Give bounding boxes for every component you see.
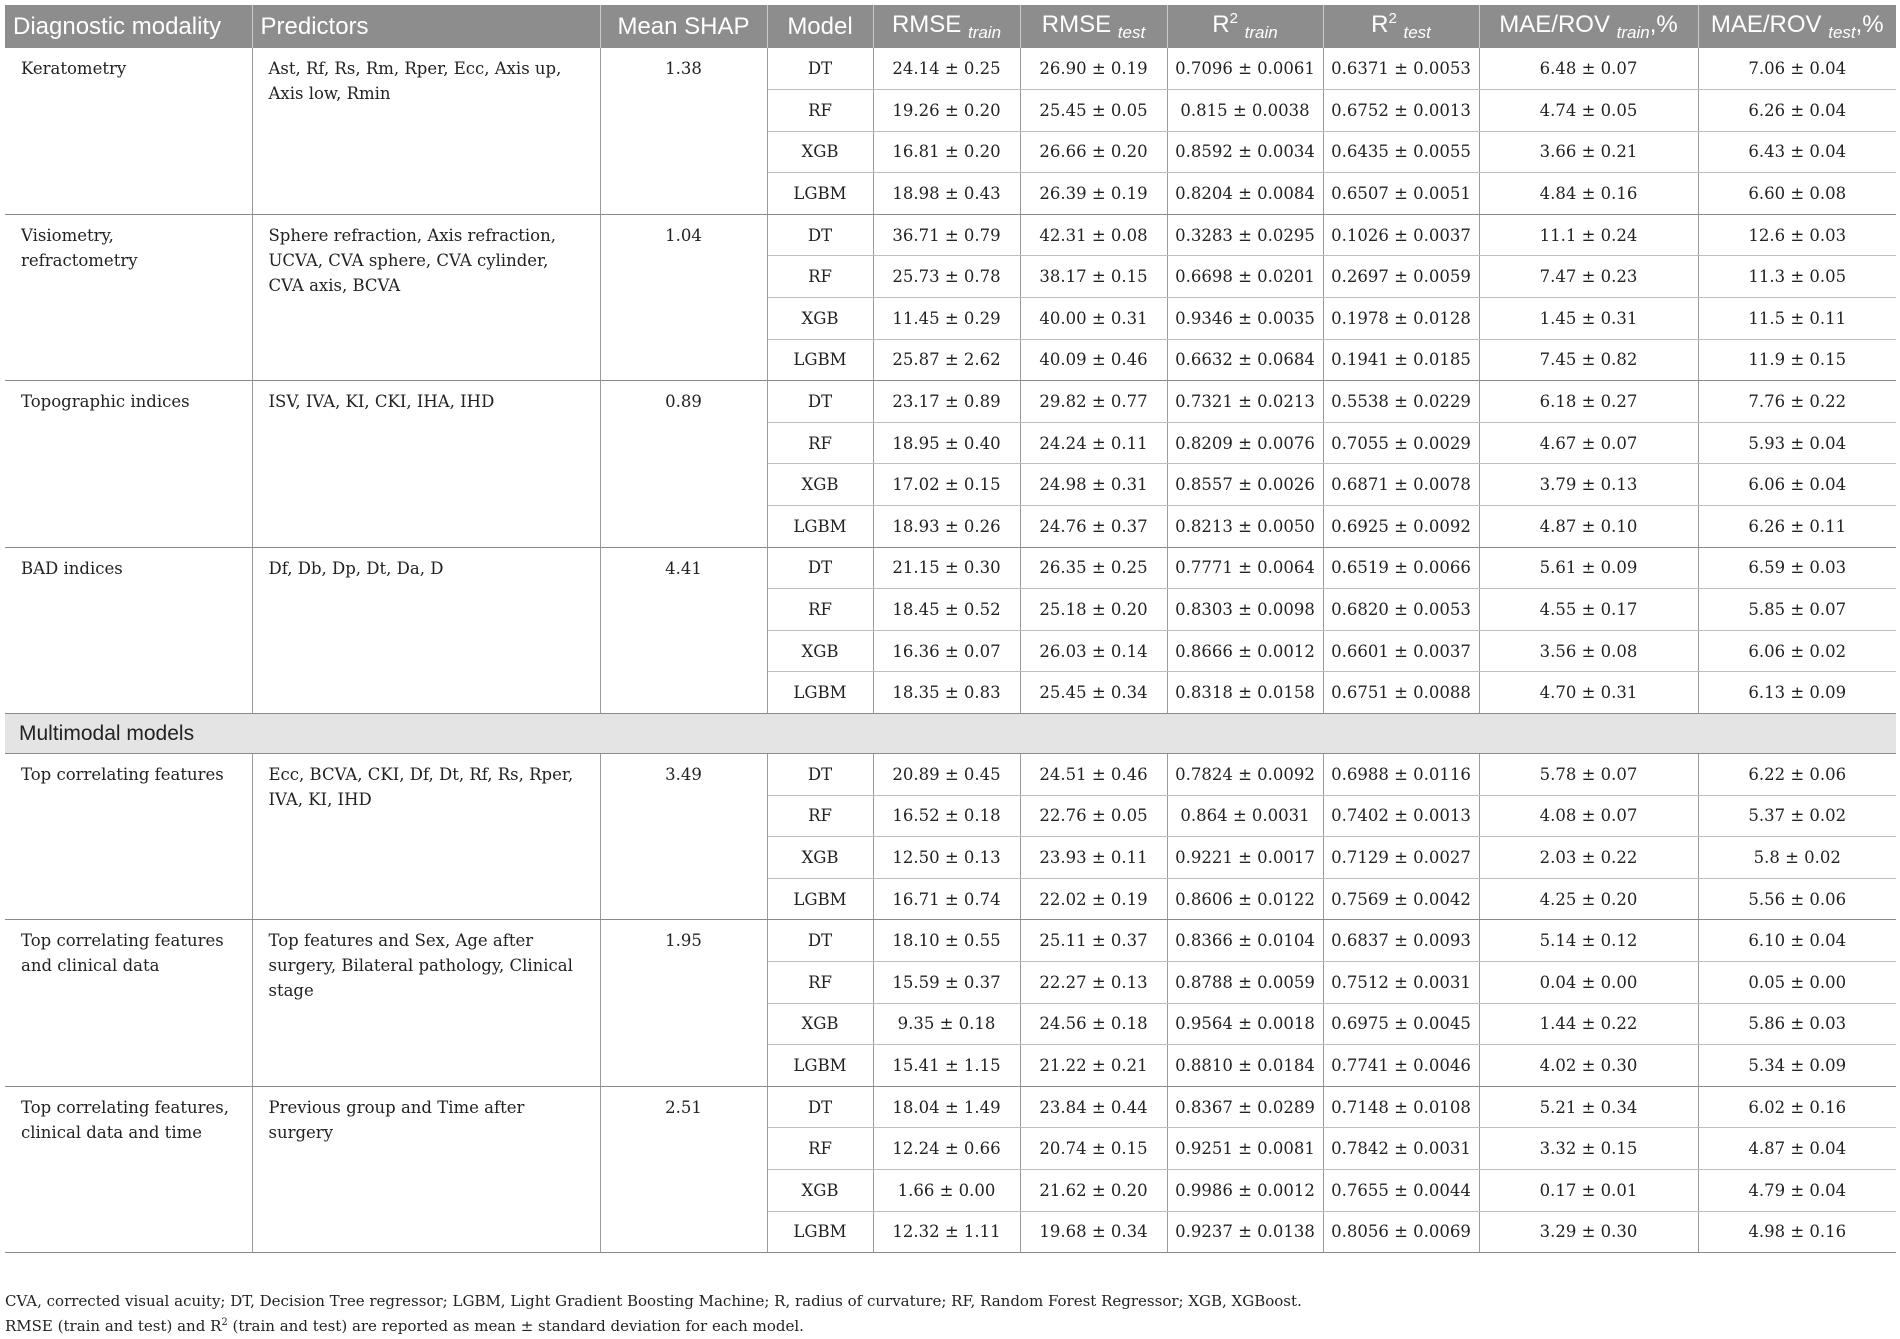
model-cell: XGB: [767, 131, 873, 173]
r2-test-cell: 0.7842 ± 0.0031: [1323, 1128, 1479, 1170]
mae-test-cell: 11.9 ± 0.15: [1698, 339, 1896, 381]
mae-train-cell: 5.78 ± 0.07: [1479, 754, 1698, 796]
rmse-test-cell: 24.24 ± 0.11: [1020, 422, 1167, 464]
model-cell: RF: [767, 961, 873, 1003]
mae-test-cell: 7.76 ± 0.22: [1698, 381, 1896, 423]
mae-train-cell: 4.08 ± 0.07: [1479, 795, 1698, 837]
r2-train-cell: 0.8367 ± 0.0289: [1167, 1086, 1323, 1128]
mae-train-cell: 3.79 ± 0.13: [1479, 464, 1698, 506]
rmse-test-cell: 26.90 ± 0.19: [1020, 48, 1167, 90]
rmse-train-cell: 18.98 ± 0.43: [873, 173, 1020, 215]
r2-train-cell: 0.8606 ± 0.0122: [1167, 878, 1323, 920]
r2-train-cell: 0.3283 ± 0.0295: [1167, 214, 1323, 256]
mae-train-cell: 6.48 ± 0.07: [1479, 48, 1698, 90]
r2-test-cell: 0.6988 ± 0.0116: [1323, 754, 1479, 796]
r2-train-cell: 0.8318 ± 0.0158: [1167, 672, 1323, 714]
mae-test-cell: 5.85 ± 0.07: [1698, 589, 1896, 631]
mae-train-cell: 3.56 ± 0.08: [1479, 630, 1698, 672]
mae-test-cell: 0.05 ± 0.00: [1698, 961, 1896, 1003]
mae-test-cell: 11.5 ± 0.11: [1698, 298, 1896, 340]
mae-train-cell: 3.32 ± 0.15: [1479, 1128, 1698, 1170]
model-cell: RF: [767, 422, 873, 464]
table-row: [5, 1086, 1896, 1128]
modality-cell: Top correlating features and clinical data: [5, 920, 252, 1086]
rmse-test-cell: 24.56 ± 0.18: [1020, 1003, 1167, 1045]
r2-test-cell: 0.7741 ± 0.0046: [1323, 1045, 1479, 1087]
rmse-test-cell: 22.27 ± 0.13: [1020, 961, 1167, 1003]
r2-test-cell: 0.6435 ± 0.0055: [1323, 131, 1479, 173]
mae-test-cell: 5.93 ± 0.04: [1698, 422, 1896, 464]
mae-test-cell: 5.56 ± 0.06: [1698, 878, 1896, 920]
mae-test-cell: 4.87 ± 0.04: [1698, 1128, 1896, 1170]
rmse-train-cell: 21.15 ± 0.30: [873, 547, 1020, 589]
rmse-train-cell: 1.66 ± 0.00: [873, 1169, 1020, 1211]
mae-test-cell: 6.60 ± 0.08: [1698, 173, 1896, 215]
r2-train-cell: 0.6632 ± 0.0684: [1167, 339, 1323, 381]
r2-train-cell: 0.9986 ± 0.0012: [1167, 1169, 1323, 1211]
rmse-train-cell: 24.14 ± 0.25: [873, 48, 1020, 90]
rmse-train-cell: 15.59 ± 0.37: [873, 961, 1020, 1003]
model-cell: LGBM: [767, 672, 873, 714]
rmse-test-cell: 21.22 ± 0.21: [1020, 1045, 1167, 1087]
model-cell: XGB: [767, 837, 873, 879]
mae-test-cell: 6.22 ± 0.06: [1698, 754, 1896, 796]
r2-test-cell: 0.7055 ± 0.0029: [1323, 422, 1479, 464]
col-header-model: Model: [767, 5, 873, 48]
rmse-train-cell: 18.45 ± 0.52: [873, 589, 1020, 631]
modality-cell: BAD indices: [5, 547, 252, 713]
model-cell: LGBM: [767, 339, 873, 381]
rmse-test-cell: 23.84 ± 0.44: [1020, 1086, 1167, 1128]
rmse-test-cell: 26.66 ± 0.20: [1020, 131, 1167, 173]
table-row: [5, 547, 1896, 589]
model-cell: DT: [767, 754, 873, 796]
r2-test-cell: 0.5538 ± 0.0229: [1323, 381, 1479, 423]
mae-train-cell: 6.18 ± 0.27: [1479, 381, 1698, 423]
r2-test-cell: 0.1978 ± 0.0128: [1323, 298, 1479, 340]
mean-shap-cell: 4.41: [600, 547, 767, 713]
mae-train-cell: 4.74 ± 0.05: [1479, 90, 1698, 132]
mae-train-cell: 1.45 ± 0.31: [1479, 298, 1698, 340]
model-cell: DT: [767, 547, 873, 589]
col-header-mae-test: MAE/ROV $_{test}$,%: [1698, 5, 1896, 48]
mae-test-cell: 5.37 ± 0.02: [1698, 795, 1896, 837]
mae-test-cell: 6.10 ± 0.04: [1698, 920, 1896, 962]
mae-test-cell: 5.34 ± 0.09: [1698, 1045, 1896, 1087]
col-header-rmse-test: RMSE $_{test}$: [1020, 5, 1167, 48]
mae-train-cell: 4.87 ± 0.10: [1479, 506, 1698, 548]
r2-test-cell: 0.1941 ± 0.0185: [1323, 339, 1479, 381]
col-header-modality: Diagnostic modality: [5, 5, 252, 48]
r2-test-cell: 0.6507 ± 0.0051: [1323, 173, 1479, 215]
r2-train-cell: 0.9251 ± 0.0081: [1167, 1128, 1323, 1170]
r2-train-cell: 0.7096 ± 0.0061: [1167, 48, 1323, 90]
footnote-reporting: RMSE (train and test) and $R^2$ (train and test) are reported as mean ± standard deviation for each model.: [5, 1317, 804, 1335]
model-cell: DT: [767, 1086, 873, 1128]
rmse-train-cell: 17.02 ± 0.15: [873, 464, 1020, 506]
col-header-rmse-train: RMSE $_{train}$: [873, 5, 1020, 48]
model-cell: DT: [767, 48, 873, 90]
r2-test-cell: 0.7129 ± 0.0027: [1323, 837, 1479, 879]
model-cell: XGB: [767, 298, 873, 340]
rmse-test-cell: 26.03 ± 0.14: [1020, 630, 1167, 672]
predictors-cell: Df, Db, Dp, Dt, Da, D: [252, 547, 600, 713]
mae-train-cell: 7.45 ± 0.82: [1479, 339, 1698, 381]
mae-train-cell: 7.47 ± 0.23: [1479, 256, 1698, 298]
r2-train-cell: 0.8303 ± 0.0098: [1167, 589, 1323, 631]
mae-test-cell: 6.26 ± 0.11: [1698, 506, 1896, 548]
rmse-test-cell: 25.18 ± 0.20: [1020, 589, 1167, 631]
mae-test-cell: 6.06 ± 0.04: [1698, 464, 1896, 506]
rmse-test-cell: 40.00 ± 0.31: [1020, 298, 1167, 340]
mae-train-cell: 5.61 ± 0.09: [1479, 547, 1698, 589]
r2-train-cell: 0.6698 ± 0.0201: [1167, 256, 1323, 298]
table-row: [5, 48, 1896, 90]
r2-train-cell: 0.8366 ± 0.0104: [1167, 920, 1323, 962]
mae-test-cell: 6.13 ± 0.09: [1698, 672, 1896, 714]
r2-test-cell: 0.8056 ± 0.0069: [1323, 1211, 1479, 1253]
model-cell: XGB: [767, 464, 873, 506]
rmse-test-cell: 19.68 ± 0.34: [1020, 1211, 1167, 1253]
r2-test-cell: 0.6601 ± 0.0037: [1323, 630, 1479, 672]
predictors-cell: ISV, IVA, KI, CKI, IHA, IHD: [252, 381, 600, 547]
rmse-train-cell: 11.45 ± 0.29: [873, 298, 1020, 340]
mean-shap-cell: 1.38: [600, 48, 767, 214]
r2-test-cell: 0.6837 ± 0.0093: [1323, 920, 1479, 962]
mae-test-cell: 6.26 ± 0.04: [1698, 90, 1896, 132]
model-cell: LGBM: [767, 1045, 873, 1087]
mean-shap-cell: 0.89: [600, 381, 767, 547]
mae-train-cell: 4.70 ± 0.31: [1479, 672, 1698, 714]
col-header-r2-test: $R^2$ $_{test}$: [1323, 5, 1479, 48]
r2-test-cell: 0.6925 ± 0.0092: [1323, 506, 1479, 548]
modality-cell: Top correlating features: [5, 754, 252, 920]
rmse-train-cell: 18.04 ± 1.49: [873, 1086, 1020, 1128]
col-header-mean-shap: Mean SHAP: [600, 5, 767, 48]
mae-test-cell: 6.43 ± 0.04: [1698, 131, 1896, 173]
r2-test-cell: 0.7512 ± 0.0031: [1323, 961, 1479, 1003]
rmse-train-cell: 16.81 ± 0.20: [873, 131, 1020, 173]
predictors-cell: Sphere refraction, Axis refraction, UCVA, CVA sphere, CVA cylinder, CVA axis, BCVA: [252, 214, 600, 380]
rmse-test-cell: 25.45 ± 0.34: [1020, 672, 1167, 714]
mae-test-cell: 6.06 ± 0.02: [1698, 630, 1896, 672]
modality-cell: Keratometry: [5, 48, 252, 214]
mae-test-cell: 12.6 ± 0.03: [1698, 214, 1896, 256]
mae-test-cell: 5.86 ± 0.03: [1698, 1003, 1896, 1045]
rmse-train-cell: 12.50 ± 0.13: [873, 837, 1020, 879]
mae-train-cell: 0.17 ± 0.01: [1479, 1169, 1698, 1211]
mae-train-cell: 0.04 ± 0.00: [1479, 961, 1698, 1003]
rmse-test-cell: 26.35 ± 0.25: [1020, 547, 1167, 589]
predictors-cell: Ast, Rf, Rs, Rm, Rper, Ecc, Axis up, Axis low, Rmin: [252, 48, 600, 214]
r2-train-cell: 0.8788 ± 0.0059: [1167, 961, 1323, 1003]
rmse-train-cell: 20.89 ± 0.45: [873, 754, 1020, 796]
results-table: [5, 5, 1896, 1253]
col-header-predictors: Predictors: [252, 5, 600, 48]
mae-train-cell: 3.66 ± 0.21: [1479, 131, 1698, 173]
modality-cell: Top correlating features, clinical data and time: [5, 1086, 252, 1252]
rmse-train-cell: 12.32 ± 1.11: [873, 1211, 1020, 1253]
r2-test-cell: 0.6975 ± 0.0045: [1323, 1003, 1479, 1045]
model-cell: XGB: [767, 1003, 873, 1045]
mae-train-cell: 1.44 ± 0.22: [1479, 1003, 1698, 1045]
footnote-abbreviations: CVA, corrected visual acuity; DT, Decision Tree regressor; LGBM, Light Gradient Boosting Machine; R, radius of curvature; RF, Random Forest Regressor; XGB, XGBoost.: [5, 1292, 1302, 1310]
r2-train-cell: 0.7771 ± 0.0064: [1167, 547, 1323, 589]
mae-train-cell: 11.1 ± 0.24: [1479, 214, 1698, 256]
mae-train-cell: 3.29 ± 0.30: [1479, 1211, 1698, 1253]
rmse-test-cell: 25.45 ± 0.05: [1020, 90, 1167, 132]
mae-train-cell: 5.21 ± 0.34: [1479, 1086, 1698, 1128]
r2-train-cell: 0.9346 ± 0.0035: [1167, 298, 1323, 340]
predictors-cell: Ecc, BCVA, CKI, Df, Dt, Rf, Rs, Rper, IVA, KI, IHD: [252, 754, 600, 920]
mae-test-cell: 5.8 ± 0.02: [1698, 837, 1896, 879]
rmse-train-cell: 12.24 ± 0.66: [873, 1128, 1020, 1170]
table-row: [5, 920, 1896, 962]
mae-test-cell: 4.98 ± 0.16: [1698, 1211, 1896, 1253]
rmse-test-cell: 24.98 ± 0.31: [1020, 464, 1167, 506]
r2-test-cell: 0.6752 ± 0.0013: [1323, 90, 1479, 132]
r2-test-cell: 0.2697 ± 0.0059: [1323, 256, 1479, 298]
r2-test-cell: 0.7402 ± 0.0013: [1323, 795, 1479, 837]
model-cell: DT: [767, 920, 873, 962]
rmse-train-cell: 9.35 ± 0.18: [873, 1003, 1020, 1045]
mae-train-cell: 4.84 ± 0.16: [1479, 173, 1698, 215]
rmse-train-cell: 25.87 ± 2.62: [873, 339, 1020, 381]
rmse-train-cell: 16.52 ± 0.18: [873, 795, 1020, 837]
table-row: [5, 754, 1896, 796]
r2-test-cell: 0.7655 ± 0.0044: [1323, 1169, 1479, 1211]
section-row-multimodal: [5, 714, 1896, 754]
mae-train-cell: 2.03 ± 0.22: [1479, 837, 1698, 879]
r2-train-cell: 0.8209 ± 0.0076: [1167, 422, 1323, 464]
model-cell: LGBM: [767, 173, 873, 215]
table-row: [5, 381, 1896, 423]
r2-train-cell: 0.8204 ± 0.0084: [1167, 173, 1323, 215]
rmse-train-cell: 23.17 ± 0.89: [873, 381, 1020, 423]
r2-test-cell: 0.1026 ± 0.0037: [1323, 214, 1479, 256]
mae-test-cell: 6.02 ± 0.16: [1698, 1086, 1896, 1128]
rmse-train-cell: 18.95 ± 0.40: [873, 422, 1020, 464]
r2-test-cell: 0.6820 ± 0.0053: [1323, 589, 1479, 631]
rmse-test-cell: 21.62 ± 0.20: [1020, 1169, 1167, 1211]
rmse-train-cell: 18.93 ± 0.26: [873, 506, 1020, 548]
rmse-test-cell: 42.31 ± 0.08: [1020, 214, 1167, 256]
r2-train-cell: 0.864 ± 0.0031: [1167, 795, 1323, 837]
section-label: Multimodal models: [5, 714, 1896, 754]
model-cell: XGB: [767, 630, 873, 672]
model-cell: LGBM: [767, 1211, 873, 1253]
rmse-test-cell: 38.17 ± 0.15: [1020, 256, 1167, 298]
rmse-test-cell: 29.82 ± 0.77: [1020, 381, 1167, 423]
predictors-cell: Previous group and Time after surgery: [252, 1086, 600, 1252]
rmse-test-cell: 40.09 ± 0.46: [1020, 339, 1167, 381]
table-body: [5, 48, 1896, 1253]
r2-train-cell: 0.8557 ± 0.0026: [1167, 464, 1323, 506]
model-cell: LGBM: [767, 878, 873, 920]
r2-train-cell: 0.7824 ± 0.0092: [1167, 754, 1323, 796]
rmse-test-cell: 24.51 ± 0.46: [1020, 754, 1167, 796]
mae-test-cell: 6.59 ± 0.03: [1698, 547, 1896, 589]
r2-test-cell: 0.7569 ± 0.0042: [1323, 878, 1479, 920]
modality-cell: Visiometry, refractometry: [5, 214, 252, 380]
table-row: [5, 214, 1896, 256]
predictors-cell: Top features and Sex, Age after surgery, Bilateral pathology, Clinical stage: [252, 920, 600, 1086]
rmse-train-cell: 18.35 ± 0.83: [873, 672, 1020, 714]
rmse-train-cell: 16.71 ± 0.74: [873, 878, 1020, 920]
rmse-train-cell: 19.26 ± 0.20: [873, 90, 1020, 132]
r2-train-cell: 0.8213 ± 0.0050: [1167, 506, 1323, 548]
modality-cell: Topographic indices: [5, 381, 252, 547]
mae-train-cell: 4.55 ± 0.17: [1479, 589, 1698, 631]
mae-test-cell: 4.79 ± 0.04: [1698, 1169, 1896, 1211]
rmse-train-cell: 36.71 ± 0.79: [873, 214, 1020, 256]
model-cell: XGB: [767, 1169, 873, 1211]
col-header-mae-train: MAE/ROV $_{train}$,%: [1479, 5, 1698, 48]
r2-train-cell: 0.8666 ± 0.0012: [1167, 630, 1323, 672]
mae-train-cell: 4.67 ± 0.07: [1479, 422, 1698, 464]
mae-train-cell: 4.25 ± 0.20: [1479, 878, 1698, 920]
model-cell: RF: [767, 795, 873, 837]
rmse-train-cell: 18.10 ± 0.55: [873, 920, 1020, 962]
model-cell: LGBM: [767, 506, 873, 548]
rmse-test-cell: 25.11 ± 0.37: [1020, 920, 1167, 962]
rmse-test-cell: 24.76 ± 0.37: [1020, 506, 1167, 548]
mae-test-cell: 11.3 ± 0.05: [1698, 256, 1896, 298]
rmse-train-cell: 15.41 ± 1.15: [873, 1045, 1020, 1087]
mean-shap-cell: 2.51: [600, 1086, 767, 1252]
r2-train-cell: 0.815 ± 0.0038: [1167, 90, 1323, 132]
model-cell: RF: [767, 256, 873, 298]
mae-train-cell: 4.02 ± 0.30: [1479, 1045, 1698, 1087]
rmse-train-cell: 16.36 ± 0.07: [873, 630, 1020, 672]
r2-train-cell: 0.7321 ± 0.0213: [1167, 381, 1323, 423]
col-header-r2-train: $R^2$ $_{train}$: [1167, 5, 1323, 48]
mae-test-cell: 7.06 ± 0.04: [1698, 48, 1896, 90]
r2-train-cell: 0.9221 ± 0.0017: [1167, 837, 1323, 879]
r2-train-cell: 0.9564 ± 0.0018: [1167, 1003, 1323, 1045]
rmse-test-cell: 26.39 ± 0.19: [1020, 173, 1167, 215]
r2-test-cell: 0.7148 ± 0.0108: [1323, 1086, 1479, 1128]
rmse-test-cell: 22.02 ± 0.19: [1020, 878, 1167, 920]
model-cell: DT: [767, 381, 873, 423]
mean-shap-cell: 3.49: [600, 754, 767, 920]
rmse-test-cell: 23.93 ± 0.11: [1020, 837, 1167, 879]
r2-test-cell: 0.6519 ± 0.0066: [1323, 547, 1479, 589]
rmse-train-cell: 25.73 ± 0.78: [873, 256, 1020, 298]
r2-test-cell: 0.6371 ± 0.0053: [1323, 48, 1479, 90]
r2-train-cell: 0.9237 ± 0.0138: [1167, 1211, 1323, 1253]
r2-test-cell: 0.6871 ± 0.0078: [1323, 464, 1479, 506]
r2-train-cell: 0.8810 ± 0.0184: [1167, 1045, 1323, 1087]
model-cell: RF: [767, 589, 873, 631]
mean-shap-cell: 1.95: [600, 920, 767, 1086]
r2-train-cell: 0.8592 ± 0.0034: [1167, 131, 1323, 173]
table-footnotes: [5, 1290, 1885, 1337]
table-header: [5, 5, 1896, 48]
mean-shap-cell: 1.04: [600, 214, 767, 380]
rmse-test-cell: 20.74 ± 0.15: [1020, 1128, 1167, 1170]
model-cell: RF: [767, 1128, 873, 1170]
model-cell: RF: [767, 90, 873, 132]
model-cell: DT: [767, 214, 873, 256]
rmse-test-cell: 22.76 ± 0.05: [1020, 795, 1167, 837]
r2-test-cell: 0.6751 ± 0.0088: [1323, 672, 1479, 714]
mae-train-cell: 5.14 ± 0.12: [1479, 920, 1698, 962]
